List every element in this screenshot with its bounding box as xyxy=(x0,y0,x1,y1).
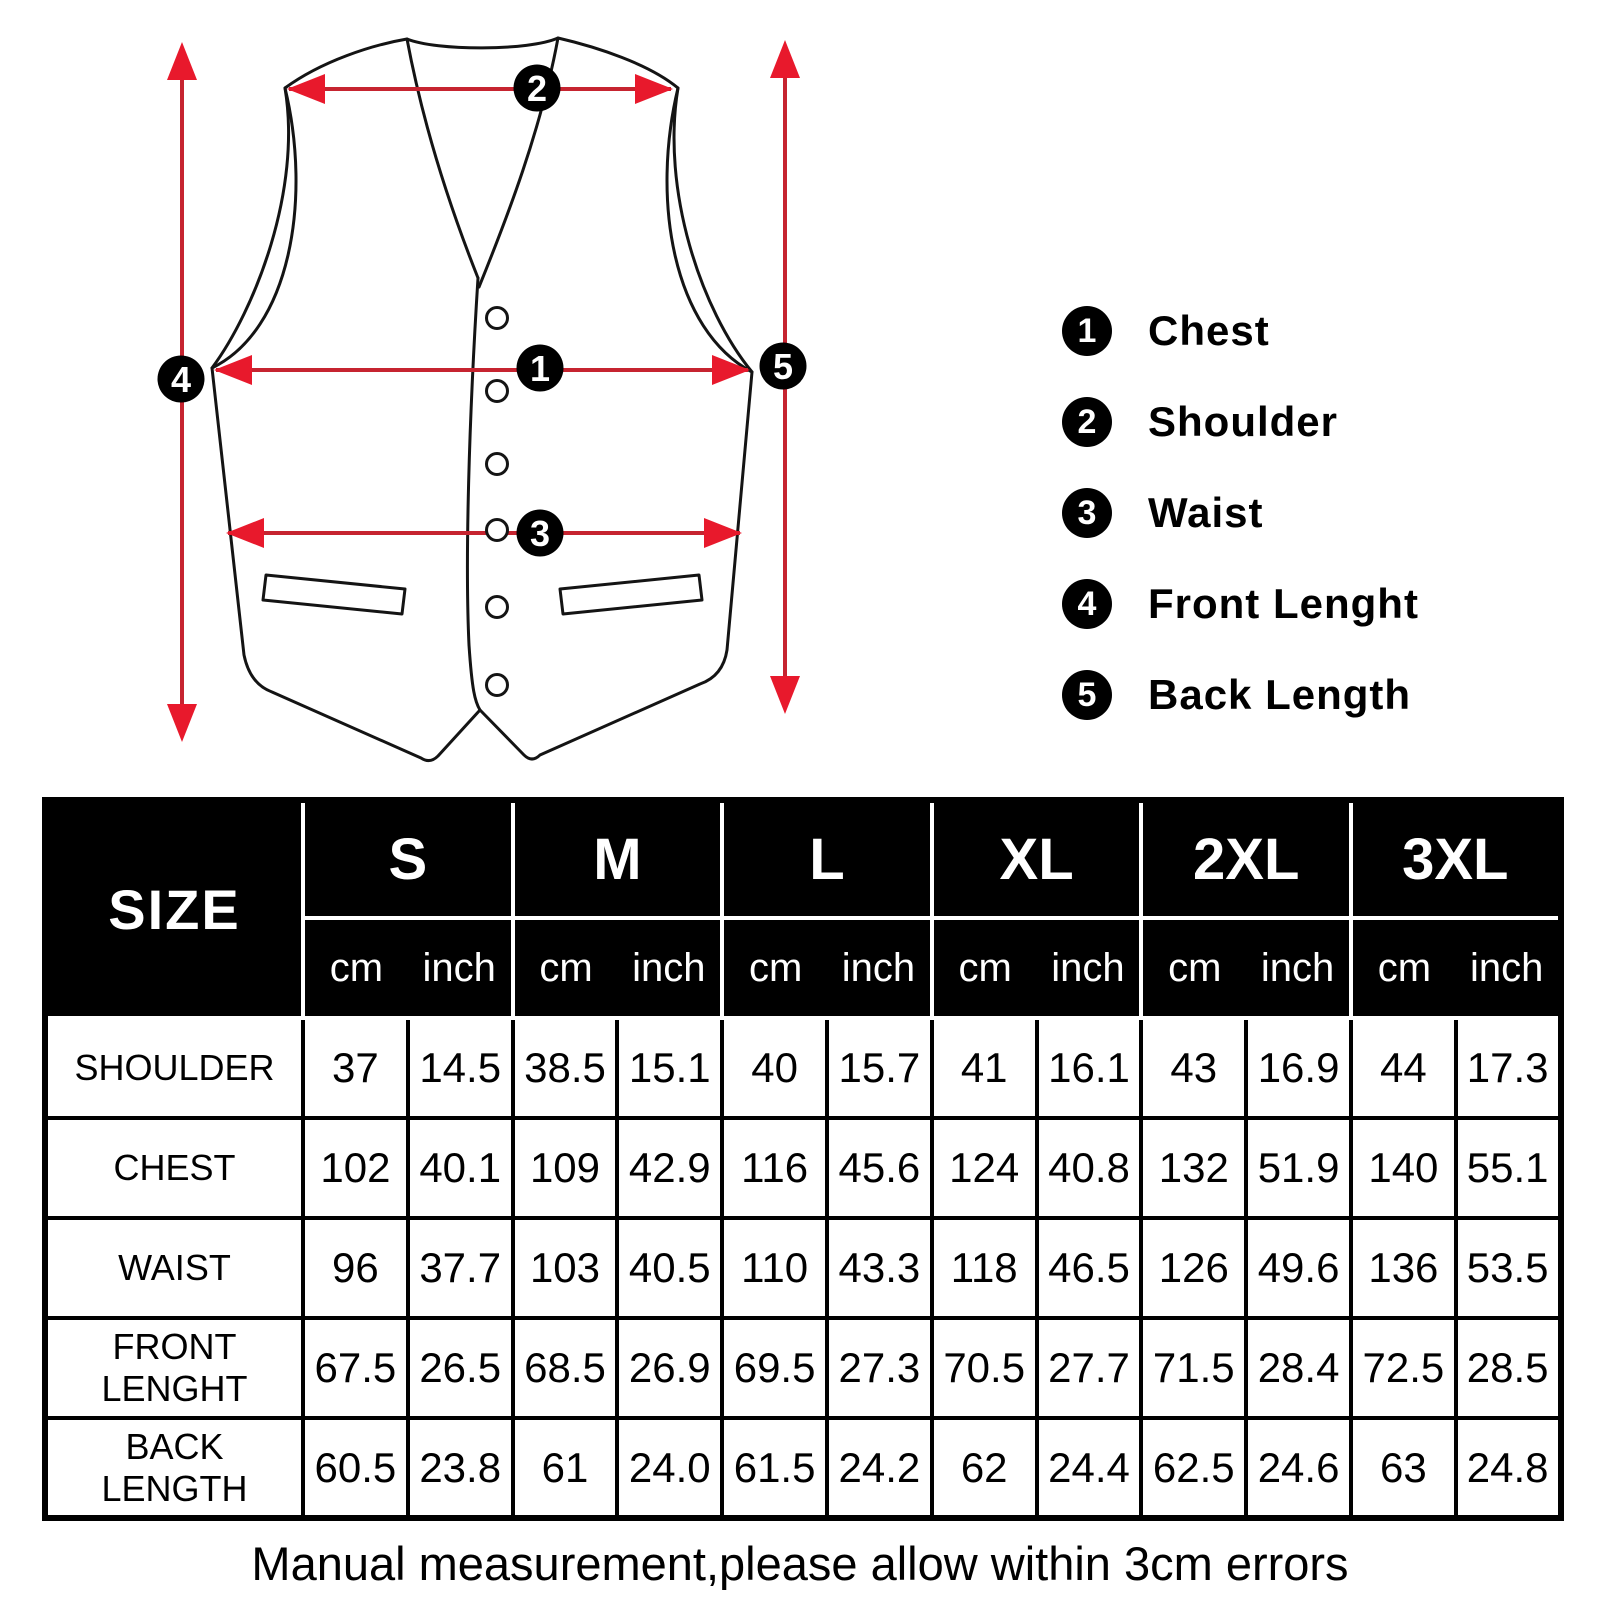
size-value-cell: 124 xyxy=(932,1118,1037,1218)
unit-header-inch: inch xyxy=(408,918,513,1018)
size-header-row xyxy=(45,800,1561,918)
button-icon xyxy=(487,381,508,402)
size-value-cell: 67.5 xyxy=(303,1318,408,1418)
row-label-back-length: BACK LENGTH xyxy=(45,1418,303,1518)
size-value-cell: 116 xyxy=(722,1118,827,1218)
size-value-cell: 37 xyxy=(303,1018,408,1118)
button-icon xyxy=(487,308,508,329)
shoulder-number-badge xyxy=(514,65,561,112)
legend-item-chest xyxy=(1062,306,1419,356)
back-length-number-badge xyxy=(760,343,807,390)
unit-header-inch: inch xyxy=(1456,918,1561,1018)
chest-number-badge xyxy=(517,345,564,392)
unit-header-cm: cm xyxy=(303,918,408,1018)
size-value-cell: 68.5 xyxy=(513,1318,618,1418)
size-value-cell: 132 xyxy=(1141,1118,1246,1218)
size-value-cell: 24.0 xyxy=(617,1418,722,1518)
size-value-cell: 43.3 xyxy=(827,1218,932,1318)
unit-header-cm: cm xyxy=(1141,918,1246,1018)
legend-item-front-length xyxy=(1062,579,1419,629)
legend-label-waist: Waist xyxy=(1148,489,1264,536)
size-value-cell: 46.5 xyxy=(1037,1218,1142,1318)
button-icon xyxy=(487,597,508,618)
size-value-cell: 40.5 xyxy=(617,1218,722,1318)
number-1-badge-icon: 1 xyxy=(1062,306,1112,356)
size-value-cell: 27.3 xyxy=(827,1318,932,1418)
svg-text:1: 1 xyxy=(529,348,551,389)
svg-text:2: 2 xyxy=(526,68,548,109)
button-icon xyxy=(487,454,508,475)
size-value-cell: 26.9 xyxy=(617,1318,722,1418)
unit-header-cm: cm xyxy=(722,918,827,1018)
size-value-cell: 118 xyxy=(932,1218,1037,1318)
size-value-cell: 26.5 xyxy=(408,1318,513,1418)
unit-header-cm: cm xyxy=(513,918,618,1018)
legend-label-back-length: Back Length xyxy=(1148,671,1412,718)
size-value-cell: 71.5 xyxy=(1141,1318,1246,1418)
size-value-cell: 15.7 xyxy=(827,1018,932,1118)
measurement-legend xyxy=(1062,306,1419,720)
front-length-number-badge xyxy=(158,356,205,403)
size-value-cell: 49.6 xyxy=(1246,1218,1351,1318)
table-row-shoulder xyxy=(45,1018,1561,1118)
button-icon xyxy=(487,675,508,696)
size-value-cell: 28.4 xyxy=(1246,1318,1351,1418)
size-value-cell: 16.9 xyxy=(1246,1018,1351,1118)
size-value-cell: 62 xyxy=(932,1418,1037,1518)
legend-label-shoulder: Shoulder xyxy=(1148,398,1339,445)
unit-header-cm: cm xyxy=(1351,918,1456,1018)
vest-outline xyxy=(212,38,752,761)
size-value-cell: 27.7 xyxy=(1037,1318,1142,1418)
size-value-cell: 126 xyxy=(1141,1218,1246,1318)
vest-drawing xyxy=(212,38,752,761)
size-value-cell: 24.2 xyxy=(827,1418,932,1518)
size-value-cell: 63 xyxy=(1351,1418,1456,1518)
size-value-cell: 40.1 xyxy=(408,1118,513,1218)
unit-header-inch: inch xyxy=(1037,918,1142,1018)
size-value-cell: 24.4 xyxy=(1037,1418,1142,1518)
size-value-cell: 24.6 xyxy=(1246,1418,1351,1518)
size-value-cell: 109 xyxy=(513,1118,618,1218)
button-icon xyxy=(487,520,508,541)
row-label-front-length: FRONT LENGHT xyxy=(45,1318,303,1418)
legend-item-waist xyxy=(1062,488,1419,538)
size-value-cell: 40 xyxy=(722,1018,827,1118)
size-value-cell: 96 xyxy=(303,1218,408,1318)
row-label-chest: CHEST xyxy=(45,1118,303,1218)
size-value-cell: 102 xyxy=(303,1118,408,1218)
size-value-cell: 45.6 xyxy=(827,1118,932,1218)
size-value-cell: 51.9 xyxy=(1246,1118,1351,1218)
unit-header-inch: inch xyxy=(617,918,722,1018)
table-row-chest xyxy=(45,1118,1561,1218)
unit-header-inch: inch xyxy=(1246,918,1351,1018)
size-value-cell: 16.1 xyxy=(1037,1018,1142,1118)
size-value-cell: 140 xyxy=(1351,1118,1456,1218)
size-value-cell: 69.5 xyxy=(722,1318,827,1418)
size-value-cell: 44 xyxy=(1351,1018,1456,1118)
waist-number-badge xyxy=(517,510,564,557)
measurement-disclaimer: Manual measurement,please allow within 3cm errors xyxy=(251,1537,1349,1590)
size-value-cell: 28.5 xyxy=(1456,1318,1561,1418)
size-value-cell: 103 xyxy=(513,1218,618,1318)
number-2-badge-icon: 2 xyxy=(1062,397,1112,447)
size-corner-header: SIZE xyxy=(45,800,303,1018)
size-header-s: S xyxy=(303,800,513,918)
number-4-badge-icon: 4 xyxy=(1062,579,1112,629)
size-header-l: L xyxy=(722,800,932,918)
number-3-badge-icon: 3 xyxy=(1062,488,1112,538)
legend-label-front-length: Front Lenght xyxy=(1148,580,1419,627)
size-value-cell: 23.8 xyxy=(408,1418,513,1518)
legend-item-back-length xyxy=(1062,670,1419,720)
row-label-shoulder: SHOULDER xyxy=(45,1018,303,1118)
size-value-cell: 14.5 xyxy=(408,1018,513,1118)
size-value-cell: 43 xyxy=(1141,1018,1246,1118)
svg-text:4: 4 xyxy=(170,359,192,400)
size-value-cell: 24.8 xyxy=(1456,1418,1561,1518)
size-value-cell: 42.9 xyxy=(617,1118,722,1218)
size-value-cell: 136 xyxy=(1351,1218,1456,1318)
row-label-waist: WAIST xyxy=(45,1218,303,1318)
size-chart-table xyxy=(42,797,1564,1521)
size-value-cell: 53.5 xyxy=(1456,1218,1561,1318)
size-value-cell: 61.5 xyxy=(722,1418,827,1518)
legend-label-chest: Chest xyxy=(1148,307,1270,354)
unit-header-inch: inch xyxy=(827,918,932,1018)
size-header-xl: XL xyxy=(932,800,1142,918)
table-row-back-length xyxy=(45,1418,1561,1518)
size-header-m: M xyxy=(513,800,723,918)
number-5-badge-icon: 5 xyxy=(1062,670,1112,720)
size-value-cell: 15.1 xyxy=(617,1018,722,1118)
size-header-2xl: 2XL xyxy=(1141,800,1351,918)
size-value-cell: 60.5 xyxy=(303,1418,408,1518)
size-value-cell: 40.8 xyxy=(1037,1118,1142,1218)
size-value-cell: 61 xyxy=(513,1418,618,1518)
size-value-cell: 72.5 xyxy=(1351,1318,1456,1418)
size-value-cell: 70.5 xyxy=(932,1318,1037,1418)
size-header-3xl: 3XL xyxy=(1351,800,1561,918)
table-row-front-length xyxy=(45,1318,1561,1418)
table-row-waist xyxy=(45,1218,1561,1318)
size-value-cell: 62.5 xyxy=(1141,1418,1246,1518)
legend-item-shoulder xyxy=(1062,397,1419,447)
size-value-cell: 55.1 xyxy=(1456,1118,1561,1218)
size-value-cell: 41 xyxy=(932,1018,1037,1118)
unit-header-cm: cm xyxy=(932,918,1037,1018)
size-value-cell: 37.7 xyxy=(408,1218,513,1318)
svg-text:5: 5 xyxy=(772,346,794,387)
vest-measurement-diagram xyxy=(0,0,1000,790)
size-value-cell: 110 xyxy=(722,1218,827,1318)
svg-text:3: 3 xyxy=(529,513,551,554)
size-value-cell: 17.3 xyxy=(1456,1018,1561,1118)
size-value-cell: 38.5 xyxy=(513,1018,618,1118)
